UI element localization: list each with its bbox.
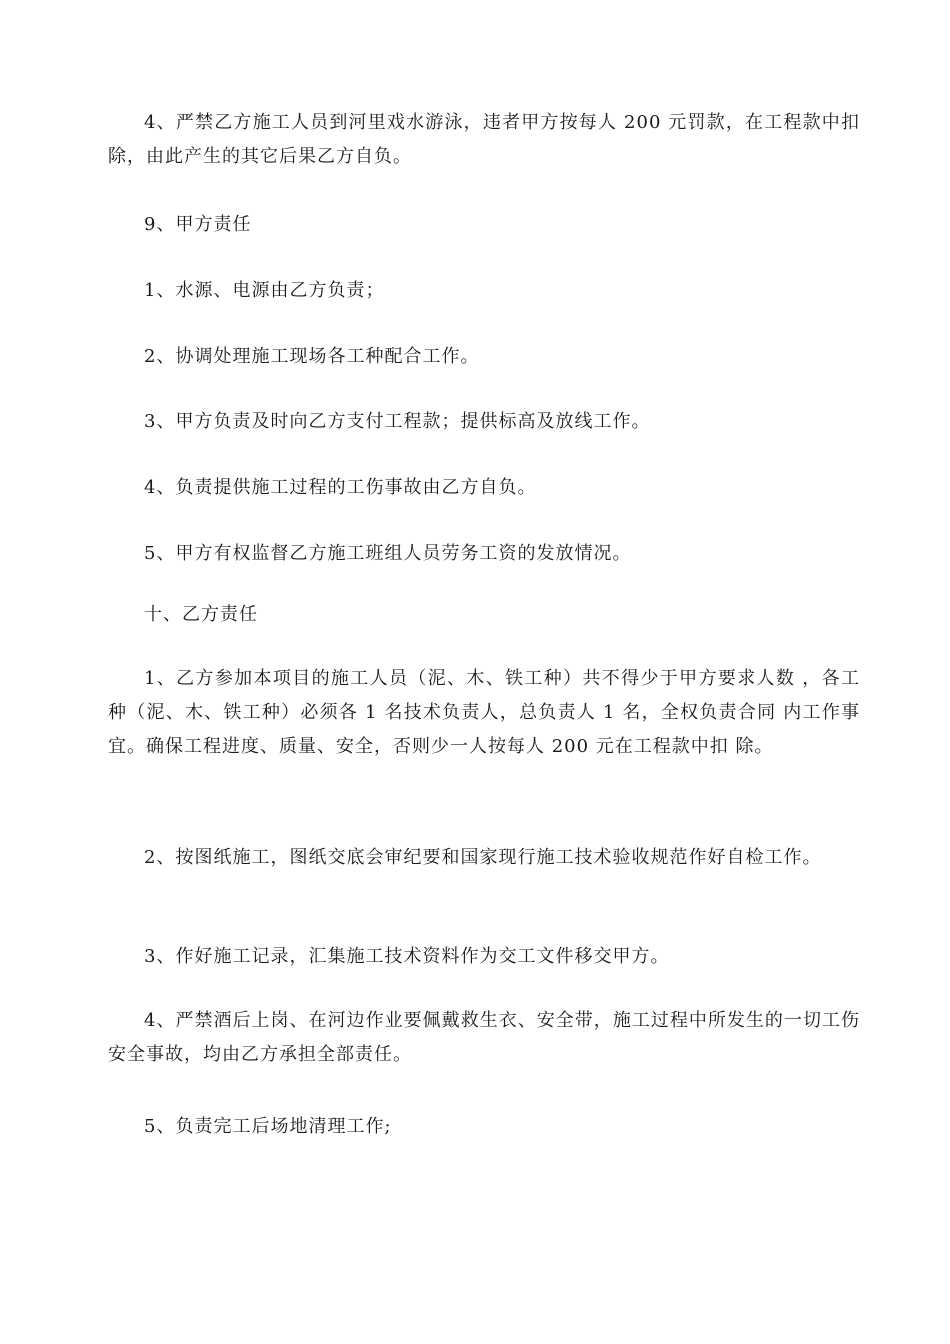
paragraph-party-a-item-1: 1、水源、电源由乙方负责； <box>144 280 385 301</box>
paragraph-party-b-item-3: 3、作好施工记录，汇集施工技术资料作为交工文件移交甲方。 <box>144 946 670 967</box>
paragraph-party-b-item-1: 1、乙方参加本项目的施工人员（泥、木、铁工种）共不得少于甲方要求人数 ，各工种（泥、木、铁工种）必须各 1 名技术负责人，总负责人 1 名，全权负责合同 内工作事宜。确保工程进度、质量、安全，否则少一人按每人 200 元在工程款中扣 除。 <box>108 668 860 757</box>
section-heading-party-b-responsibilities: 十、乙方责任 <box>144 604 258 625</box>
paragraph-party-a-item-3: 3、甲方负责及时向乙方支付工程款；提供标高及放线工作。 <box>144 411 651 432</box>
paragraph-party-a-item-5: 5、甲方有权监督乙方施工班组人员劳务工资的发放情况。 <box>144 543 632 564</box>
paragraph-party-a-item-2: 2、协调处理施工现场各工种配合工作。 <box>144 346 480 367</box>
paragraph-party-b-item-2: 2、按图纸施工，图纸交底会审纪要和国家现行施工技术验收规范作好自检工作。 <box>144 847 822 868</box>
paragraph-party-a-item-4: 4、负责提供施工过程的工伤事故由乙方自负。 <box>144 477 537 498</box>
section-heading-party-a-responsibilities: 9、甲方责任 <box>144 214 252 235</box>
paragraph-prohibit-swimming: 4、严禁乙方施工人员到河里戏水游泳，违者甲方按每人 200 元罚款，在工程款中扣除，由此产生的其它后果乙方自负。 <box>108 112 860 167</box>
paragraph-party-b-item-4: 4、严禁酒后上岗、在河边作业要佩戴救生衣、安全带，施工过程中所发生的一切工伤安全事故，均由乙方承担全部责任。 <box>108 1010 860 1065</box>
paragraph-party-b-item-5: 5、负责完工后场地清理工作; <box>144 1116 392 1137</box>
